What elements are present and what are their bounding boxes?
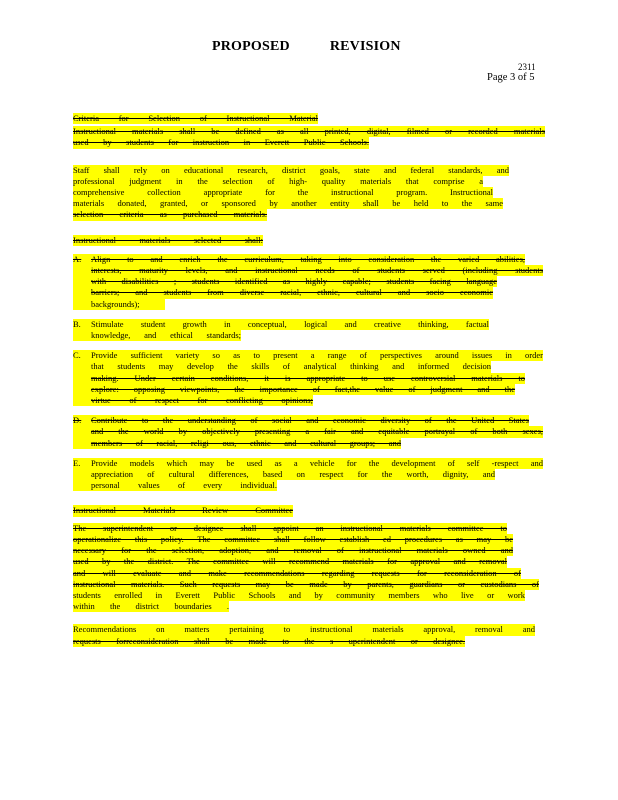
list-item-c-line-2: that students may develop the skills of analytical thinking and informed decision bbox=[91, 361, 491, 372]
list-marker-b: B. bbox=[73, 319, 91, 341]
list-item-a-line-5: backgrounds); bbox=[91, 299, 165, 310]
criteria-para-2-line-5: selection criteria as purchased materials. bbox=[73, 209, 267, 220]
committee-para-2-line-1: Recommendations on matters pertaining to instructional materials approval, removal and bbox=[73, 624, 535, 635]
list-marker-e: E. bbox=[73, 458, 91, 492]
list-item-c-line-5: virtue of respect for conflicting opinions; bbox=[91, 395, 313, 406]
list-item-c-line-3: making. Under certain conditions, it is appropriate to use controversial materials to bbox=[91, 372, 525, 383]
criteria-para-2-line-2: professional judgment in the selection of high- quality materials that comprise a bbox=[73, 175, 483, 186]
committee-para-1-line-8: within the district boundaries . bbox=[73, 601, 229, 612]
criteria-para-2-line-1: Staff shall rely on educational research, district goals, state and federal standards, and bbox=[73, 164, 509, 175]
list-item-c bbox=[73, 350, 545, 406]
committee-para-2-line-2: requests forreconsideration shall be made to the s uperintendent or designee. bbox=[73, 635, 465, 646]
list-item-c-line-1: Provide sufficient variety so as to present a range of perspectives around issues in order bbox=[91, 350, 543, 361]
criteria-para-2 bbox=[73, 165, 545, 221]
list-item-a-line-1: Align to and enrich the curriculum, taking into consideration the varied abilities, bbox=[91, 253, 525, 264]
list-item-e-line-1: Provide models which may be used as a vehicle for the development of self -respect and bbox=[91, 457, 543, 468]
committee-para-1-line-3: necessary for the selection, adoption, and removal of instructional materials owned and bbox=[73, 545, 513, 556]
list-item-d-line-3: members of racial, religi ous, ethnic and cultural groups; and bbox=[91, 437, 401, 448]
list-item-d-body bbox=[91, 415, 545, 449]
list-item-d bbox=[73, 415, 545, 449]
list-item-b bbox=[73, 319, 545, 341]
list-item-a-line-2: interests, maturity levels, and instructional needs of students served (including students bbox=[91, 265, 543, 276]
document-title bbox=[212, 39, 401, 55]
committee-para-1-line-6: instructional materials. Such requests may be made by parents, guardians or custodians of bbox=[73, 578, 539, 589]
list-item-c-line-4: explore: opposing viewpoints, the importance of fact,the value of judgment and the bbox=[91, 383, 515, 394]
list-item-e-body bbox=[91, 458, 545, 492]
list-item-d-line-2: and the world by objectively presenting a fair and equitable portrayal of both sexes, bbox=[91, 426, 543, 437]
committee-para-1-line-2: operationalize this policy. The committee shall follow establish ed procedures as may be bbox=[73, 533, 513, 544]
page-number: Page 3 of 5 bbox=[487, 72, 535, 83]
list-item-b-body bbox=[91, 319, 545, 341]
committee-para-1-line-5: and will evaluate and make recommendations regarding requests for reconsideration of bbox=[73, 567, 521, 578]
title-revision: REVISION bbox=[329, 39, 401, 54]
committee-heading-block bbox=[73, 505, 545, 516]
policy-number: 2311 bbox=[518, 62, 536, 72]
document-body bbox=[73, 113, 545, 658]
list-marker-a: A. bbox=[73, 254, 91, 310]
list-item-a-line-4: barriers; and students from diverse racial, ethnic, cultural and socio economic bbox=[91, 287, 493, 298]
list-item-c-body bbox=[91, 350, 545, 406]
committee-para-2 bbox=[73, 624, 545, 646]
committee-para-1-line-1: The superintendent or designee shall appoint an instructional materials committee to bbox=[73, 522, 507, 533]
list-item-a bbox=[73, 254, 545, 310]
title-proposed: PROPOSED bbox=[212, 39, 290, 54]
criteria-para-1 bbox=[73, 126, 545, 148]
criteria-para-1-line-1: Instructional materials shall be defined as all printed, digital, filmed or recorded materials bbox=[73, 126, 545, 137]
list-item-a-line-3: with disabilities ; students identified as highly capable; students facing language bbox=[91, 276, 497, 287]
list-item-d-line-1: Contribute to the understanding of social and economic diversity of the United States bbox=[91, 415, 529, 426]
criteria-para-1-line-2: used by students for instruction in Everett Public Schools. bbox=[73, 137, 369, 148]
criteria-heading: Criteria for Selection of Instructional Material bbox=[73, 113, 318, 123]
list-marker-c: C. bbox=[73, 350, 91, 406]
list-item-e bbox=[73, 458, 545, 492]
list-item-e-line-2: appreciation of cultural differences, based on respect for the worth, dignity, and bbox=[91, 469, 495, 480]
committee-heading: Instructional Materials Review Committee bbox=[73, 505, 293, 516]
list-marker-d: D. bbox=[73, 415, 91, 449]
list-item-b-line-2: knowledge, and ethical standards; bbox=[91, 330, 241, 341]
criteria-para-2-line-3: comprehensive collection appropriate for the instructional program. Instructional bbox=[73, 187, 493, 198]
selected-heading-block bbox=[73, 235, 545, 246]
committee-para-1 bbox=[73, 523, 545, 613]
list-item-e-line-3: personal values of every individual. bbox=[91, 480, 277, 491]
list-item-b-line-1: Stimulate student growth in conceptual, logical and creative thinking, factual bbox=[91, 318, 489, 329]
list-item-a-body bbox=[91, 254, 545, 310]
committee-para-1-line-4: used by the district. The committee will recommend materials for approval and removal bbox=[73, 556, 507, 567]
selected-heading: Instructional materials selected shall: bbox=[73, 234, 263, 245]
committee-para-1-line-7: students enrolled in Everett Public Schools and by community members who live or work bbox=[73, 589, 525, 600]
criteria-heading-block bbox=[73, 113, 545, 124]
criteria-para-2-line-4: materials donated, granted, or sponsored by another entity shall be held to the same bbox=[73, 198, 503, 209]
